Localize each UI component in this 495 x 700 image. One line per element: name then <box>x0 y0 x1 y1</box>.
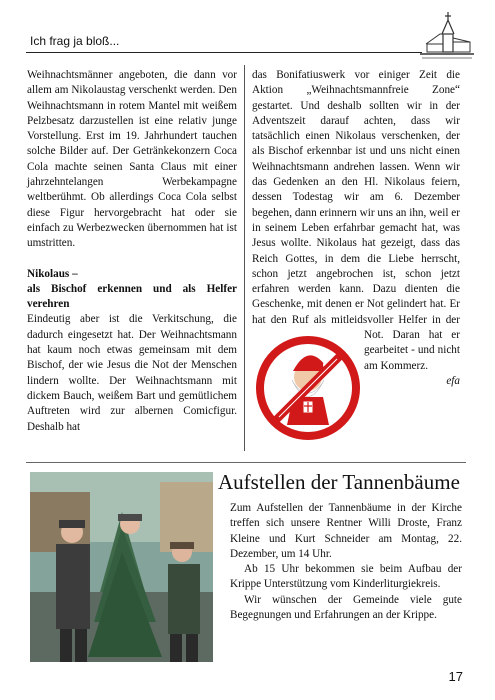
photo-three-men-with-fir-tree <box>30 472 213 662</box>
subheading <box>27 267 237 313</box>
column-divider <box>244 65 245 451</box>
church-logo-icon <box>418 10 476 62</box>
article-paragraph <box>252 68 460 374</box>
announcement-paragraph: Ab 15 Uhr bekommen sie beim Aufbau der Krippe Unterstützung vom Kinderliturgiekreis. <box>230 563 462 591</box>
subheading-line-2: als Bischof erkennen und als Helfer verehren <box>27 282 237 311</box>
announcement-text <box>230 501 462 623</box>
article-paragraph-text: das Bonifatiuswerk vor einiger Zeit die Aktion „Weihnachtsmannfreie Zone“ gestartet. Und deshalb sollten wir in der Adventszeit darauf achten, dass wir tatsächlich einen Nikolaus verschenken, der als Bischof erkennbar ist und uns nicht einen Weihnachtsmann andrehen lassen. Wenn wir das Gedenken an den Hl. Nikolaus feiern, dessen Todestag wir am 6. Dezember begehen, dann erinnern wir uns an ihn, weil er in seinem Leben erfahrbar gemacht hat, was Jesus wollte. Nikolaus hat gezeigt, dass das Reich Gottes, in dem die Liebe herrscht, schon jetzt angebrochen ist, schon jetzt erfahren werden kann. Dazu dienten die Geschenke, mit denen er Not gelindert hat. Er hat den Ruf als mitleidsvoller Helfer in der Not. Daran hat er gearbeitet - und nicht am Kommerz. <box>252 69 460 372</box>
article-paragraph: Weihnachtsmänner angeboten, die dann vor allem am Nikolaustag verschenkt werden. Den Weihnachtsmann in rotem Mantel mit weißem Pelzbesatz darzustellen ist eine relativ junge Vorstellung. Erst im 19. Jahrhundert tauchen solche Bilder auf. Der Getränkekonzern Coca Cola machte seinen Santa Claus mit einer jahrzehntelangen Werbekampagne weltberühmt. Ob allerdings Coca Cola selbst diese Figur hervorgebracht hat oder sie einfach zu Werbezwecken übernommen hat ist umstritten. <box>27 69 237 250</box>
author-signature: efa <box>446 374 460 387</box>
page-number: 17 <box>448 669 463 684</box>
section-title: Aufstellen der Tannenbäume <box>218 470 460 494</box>
section-divider <box>26 462 466 463</box>
running-header: Ich frag ja bloß... <box>30 34 120 48</box>
santa-free-zone-sign-icon <box>255 335 361 441</box>
announcement-paragraph: Zum Aufstellen der Tannenbäume in der Kirche treffen sich unsere Rentner Willi Droste, Franz Kleine und Kurt Schneider am Montag, 22. Dezember, um 14 Uhr. <box>230 502 462 560</box>
article-column-left <box>27 68 237 448</box>
announcement-paragraph: Wir wünschen der Gemeinde viele gute Begegnungen und Erfahrungen an der Krippe. <box>230 593 462 622</box>
article-paragraph: Eindeutig aber ist die Verkitschung, die dadurch eingesetzt hat. Der Weihnachtsmann hat kaum noch etwas gemeinsam mit dem Bischof, der wie Jesus die Not der Menschen lindern wollte. Der Weihnachtsmann mit dickem Bauch, weißem Bart und gemütlichem Auftreten wird zur albernen Comicfigur. Deshalb hat <box>27 313 237 433</box>
subheading-line-1: Nikolaus – <box>27 267 78 280</box>
header-rule <box>26 52 422 53</box>
